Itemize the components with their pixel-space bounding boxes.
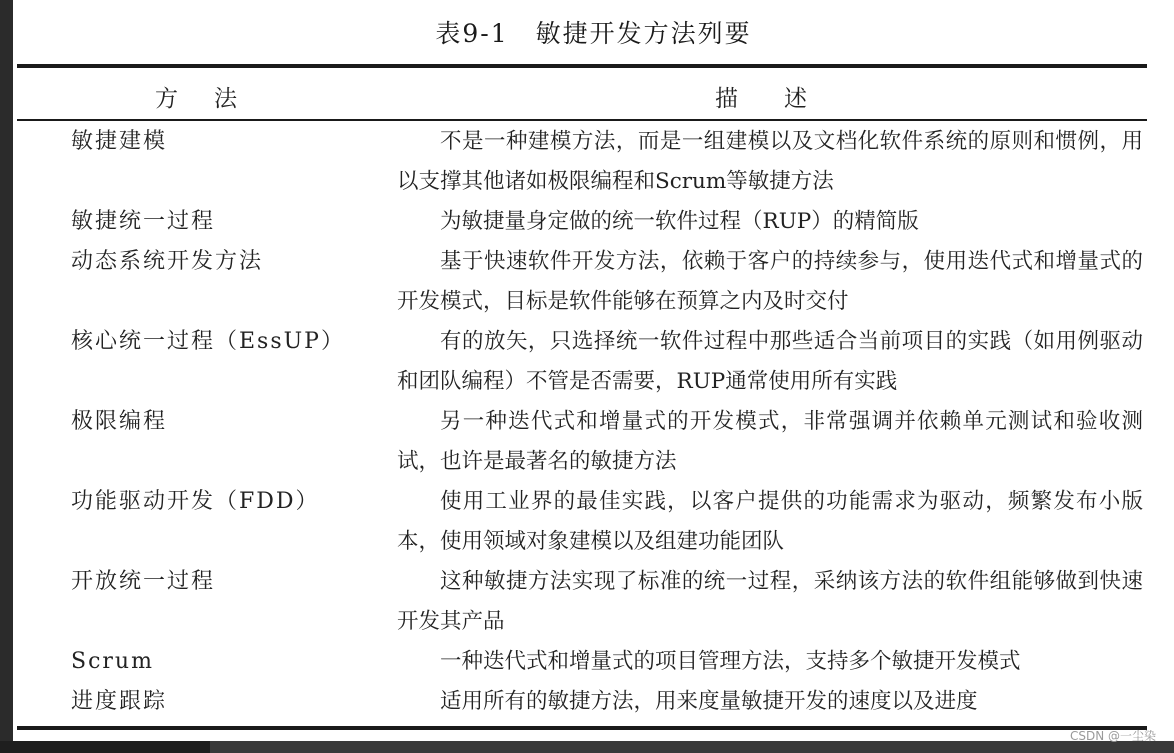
- table-header-rule: [17, 119, 1147, 121]
- method-cell: 开放统一过程: [71, 569, 216, 594]
- bottom-strip: [0, 741, 1174, 753]
- description-cell: 一种迭代式和增量式的项目管理方法，支持多个敏捷开发模式: [440, 649, 1021, 674]
- table-top-rule: [17, 64, 1147, 68]
- table-row: [13, 682, 1174, 722]
- method-cell: 敏捷统一过程: [71, 209, 216, 234]
- description-cell: 为敏捷量身定做的统一软件过程（RUP）的精简版: [440, 209, 919, 234]
- table-row: [13, 322, 1174, 402]
- table-row: [13, 202, 1174, 242]
- description-cell: 基于快速软件开发方法，依赖于客户的持续参与，使用迭代式和增量式的开发模式，目标是软件能够在预算之内及时交付: [397, 249, 1143, 314]
- description-cell: 有的放矢，只选择统一软件过程中那些适合当前项目的实践（如用例驱动和团队编程）不管是否需要，RUP通常使用所有实践: [397, 329, 1143, 394]
- description-cell: 使用工业界的最佳实践，以客户提供的功能需求为驱动，频繁发布小版本，使用领域对象建模以及组建功能团队: [397, 489, 1143, 554]
- description-cell: 另一种迭代式和增量式的开发模式，非常强调并依赖单元测试和验收测试，也许是最著名的敏捷方法: [397, 409, 1143, 474]
- description-cell: 不是一种建模方法，而是一组建模以及文档化软件系统的原则和惯例，用以支撑其他诸如极限编程和Scrum等敏捷方法: [397, 129, 1143, 194]
- method-cell: 进度跟踪: [71, 689, 168, 714]
- table-row: [13, 242, 1174, 322]
- header-description: 描述: [715, 86, 853, 112]
- method-cell: 极限编程: [71, 409, 168, 434]
- table-row: [13, 562, 1174, 642]
- table-body: [13, 122, 1174, 722]
- method-cell: 动态系统开发方法: [71, 249, 264, 274]
- bottom-strip-segment: [0, 741, 210, 753]
- table-row: [13, 122, 1174, 202]
- table-title: 表9-1 敏捷开发方法列要: [435, 19, 752, 48]
- method-cell: 核心统一过程（EssUP）: [71, 329, 345, 354]
- table-row: [13, 402, 1174, 482]
- watermark: CSDN @一尘染: [1069, 729, 1156, 743]
- document-page: [13, 0, 1174, 753]
- left-edge-bar: [0, 0, 13, 753]
- table-bottom-rule: [17, 726, 1147, 730]
- method-cell: 敏捷建模: [71, 129, 168, 154]
- description-cell: 这种敏捷方法实现了标准的统一过程，采纳该方法的软件组能够做到快速开发其产品: [397, 569, 1143, 634]
- method-cell: Scrum: [71, 649, 154, 674]
- table-row: [13, 482, 1174, 562]
- table-row: [13, 642, 1174, 682]
- method-cell: 功能驱动开发（FDD）: [71, 489, 320, 514]
- description-cell: 适用所有的敏捷方法，用来度量敏捷开发的速度以及进度: [440, 689, 978, 714]
- header-method: 方法: [155, 86, 273, 112]
